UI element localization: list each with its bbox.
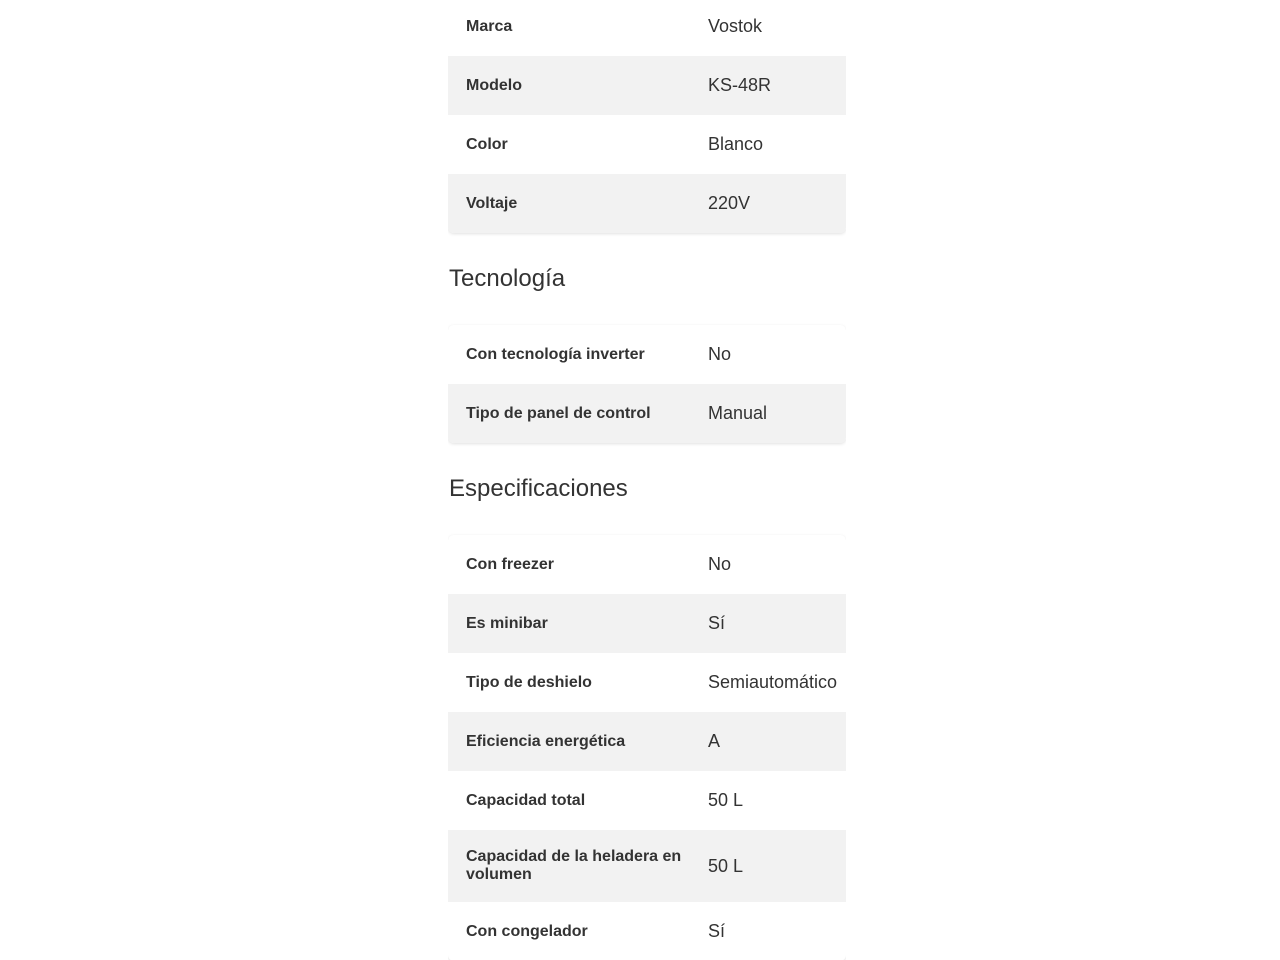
spec-value: Vostok: [708, 16, 763, 36]
table-row: [448, 830, 846, 902]
spec-label: Tipo de deshielo: [466, 673, 592, 691]
spec-value: Sí: [708, 921, 726, 941]
table-row: [448, 0, 846, 56]
spec-value: Blanco: [708, 134, 764, 154]
spec-label: Es minibar: [466, 614, 548, 632]
table-row: [448, 712, 846, 771]
spec-label: Con tecnología inverter: [466, 345, 645, 363]
table-row: [448, 115, 846, 174]
especificaciones-specs-table: [448, 535, 846, 960]
table-row: [448, 174, 846, 233]
spec-value: 220V: [708, 193, 751, 213]
spec-label: Voltaje: [466, 194, 518, 212]
spec-label: Modelo: [466, 76, 522, 94]
spec-value: No: [708, 554, 732, 574]
general-specs-table: [448, 0, 846, 233]
table-row: [448, 771, 846, 830]
tecnologia-specs-table: [448, 325, 846, 443]
spec-value: No: [708, 344, 732, 364]
table-row: [448, 325, 846, 384]
spec-value: KS-48R: [708, 75, 772, 95]
spec-label: Eficiencia energética: [466, 732, 626, 750]
section-title-especificaciones: Especificaciones: [449, 475, 628, 502]
specs-column: [448, 0, 846, 960]
spec-label: Capacidad de la heladera en volumen: [466, 848, 682, 883]
spec-value: 50 L: [708, 790, 744, 810]
table-row: [448, 384, 846, 443]
table-row: [448, 902, 846, 960]
spec-label: Color: [466, 135, 508, 153]
spec-value: Sí: [708, 613, 726, 633]
spec-value: Semiautomático: [708, 672, 838, 692]
spec-label: Capacidad total: [466, 791, 586, 809]
spec-label: Tipo de panel de control: [466, 404, 651, 422]
section-title-tecnologia: Tecnología: [449, 265, 566, 292]
spec-value: 50 L: [708, 855, 744, 876]
table-row: [448, 594, 846, 653]
spec-value: Manual: [708, 403, 768, 423]
table-row: [448, 653, 846, 712]
table-row: [448, 56, 846, 115]
spec-label: Con congelador: [466, 922, 588, 940]
table-row: [448, 535, 846, 594]
spec-label: Marca: [466, 17, 513, 35]
spec-value: A: [708, 731, 721, 751]
spec-label: Con freezer: [466, 555, 555, 573]
